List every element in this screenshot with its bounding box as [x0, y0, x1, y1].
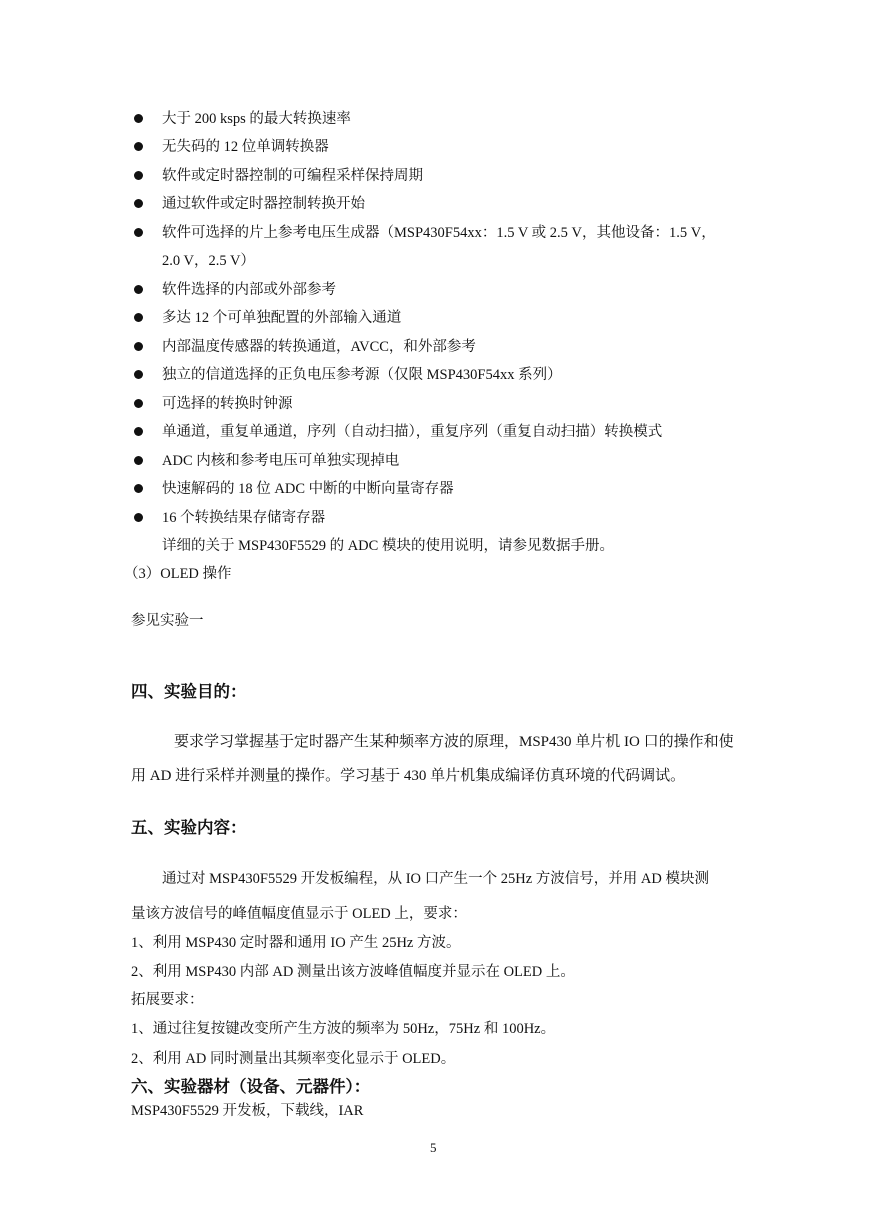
bullet-dot [134, 114, 143, 123]
list-item: 大于 200 ksps 的最大转换速率 [162, 111, 351, 127]
requirement-item: 2、利用 MSP430 内部 AD 测量出该方波峰值幅度并显示在 OLED 上。 [131, 964, 575, 980]
list-item: 快速解码的 18 位 ADC 中断的中断向量寄存器 [162, 481, 454, 497]
list-item: 软件或定时器控制的可编程采样保持周期 [162, 168, 423, 184]
list-item: 多达 12 个可单独配置的外部输入通道 [162, 310, 402, 326]
list-item: 软件选择的内部或外部参考 [162, 282, 336, 298]
list-item: 软件可选择的片上参考电压生成器（MSP430F54xx：1.5 V 或 2.5 V，其他设备：1.5 V， [162, 225, 716, 241]
paragraph-line: 量该方波信号的峰值幅度值显示于 OLED 上，要求： [131, 906, 467, 922]
paragraph-line: MSP430F5529 开发板，下载线，IAR [131, 1103, 364, 1119]
list-item: 16 个转换结果存储寄存器 [162, 510, 326, 526]
adc-note: 详细的关于 MSP430F5529 的 ADC 模块的使用说明，请参见数据手册。 [162, 538, 614, 554]
list-item: 内部温度传感器的转换通道，AVCC，和外部参考 [162, 339, 476, 355]
bullet-dot [134, 313, 143, 322]
list-item-continuation: 2.0 V，2.5 V） [162, 253, 255, 269]
bullet-dot [134, 171, 143, 180]
section-title: 四、实验目的： [131, 682, 247, 701]
list-item: 独立的信道选择的正负电压参考源（仅限 MSP430F54xx 系列） [162, 367, 562, 383]
paragraph-line: 通过对 MSP430F5529 开发板编程，从 IO 口产生一个 25Hz 方波信号，并用 AD 模块测 [162, 871, 709, 887]
requirement-item: 2、利用 AD 同时测量出其频率变化显示于 OLED。 [131, 1051, 456, 1067]
paragraph-line: 用 AD 进行采样并测量的操作。学习基于 430 单片机集成编译仿真环境的代码调试。 [131, 768, 686, 784]
bullet-dot [134, 342, 143, 351]
bullet-dot [134, 199, 143, 208]
requirement-item: 1、通过往复按键改变所产生方波的频率为 50Hz，75Hz 和 100Hz。 [131, 1021, 556, 1037]
paragraph-line: 要求学习掌握基于定时器产生某种频率方波的原理，MSP430 单片机 IO 口的操作和使 [174, 734, 734, 750]
bullet-dot [134, 513, 143, 522]
bullet-dot [134, 370, 143, 379]
oled-heading: （3）OLED 操作 [124, 566, 232, 582]
list-item: ADC 内核和参考电压可单独实现掉电 [162, 453, 400, 469]
list-item: 无失码的 12 位单调转换器 [162, 139, 329, 155]
list-item: 单通道，重复单通道，序列（自动扫描），重复序列（重复自动扫描）转换模式 [162, 424, 663, 440]
bullet-dot [134, 285, 143, 294]
bullet-dot [134, 484, 143, 493]
section-title: 六、实验器材（设备、元器件）： [131, 1077, 371, 1096]
oled-text: 参见实验一 [131, 613, 204, 629]
page-number: 5 [430, 1140, 437, 1155]
bullet-dot [134, 142, 143, 151]
bullet-dot [134, 228, 143, 237]
section-title: 五、实验内容： [131, 818, 247, 837]
requirement-item: 1、利用 MSP430 定时器和通用 IO 产生 25Hz 方波。 [131, 935, 461, 951]
bullet-dot [134, 427, 143, 436]
list-item: 可选择的转换时钟源 [162, 396, 293, 412]
list-item: 通过软件或定时器控制转换开始 [162, 196, 365, 212]
bullet-dot [134, 399, 143, 408]
bullet-dot [134, 456, 143, 465]
extension-label: 拓展要求： [131, 992, 204, 1008]
